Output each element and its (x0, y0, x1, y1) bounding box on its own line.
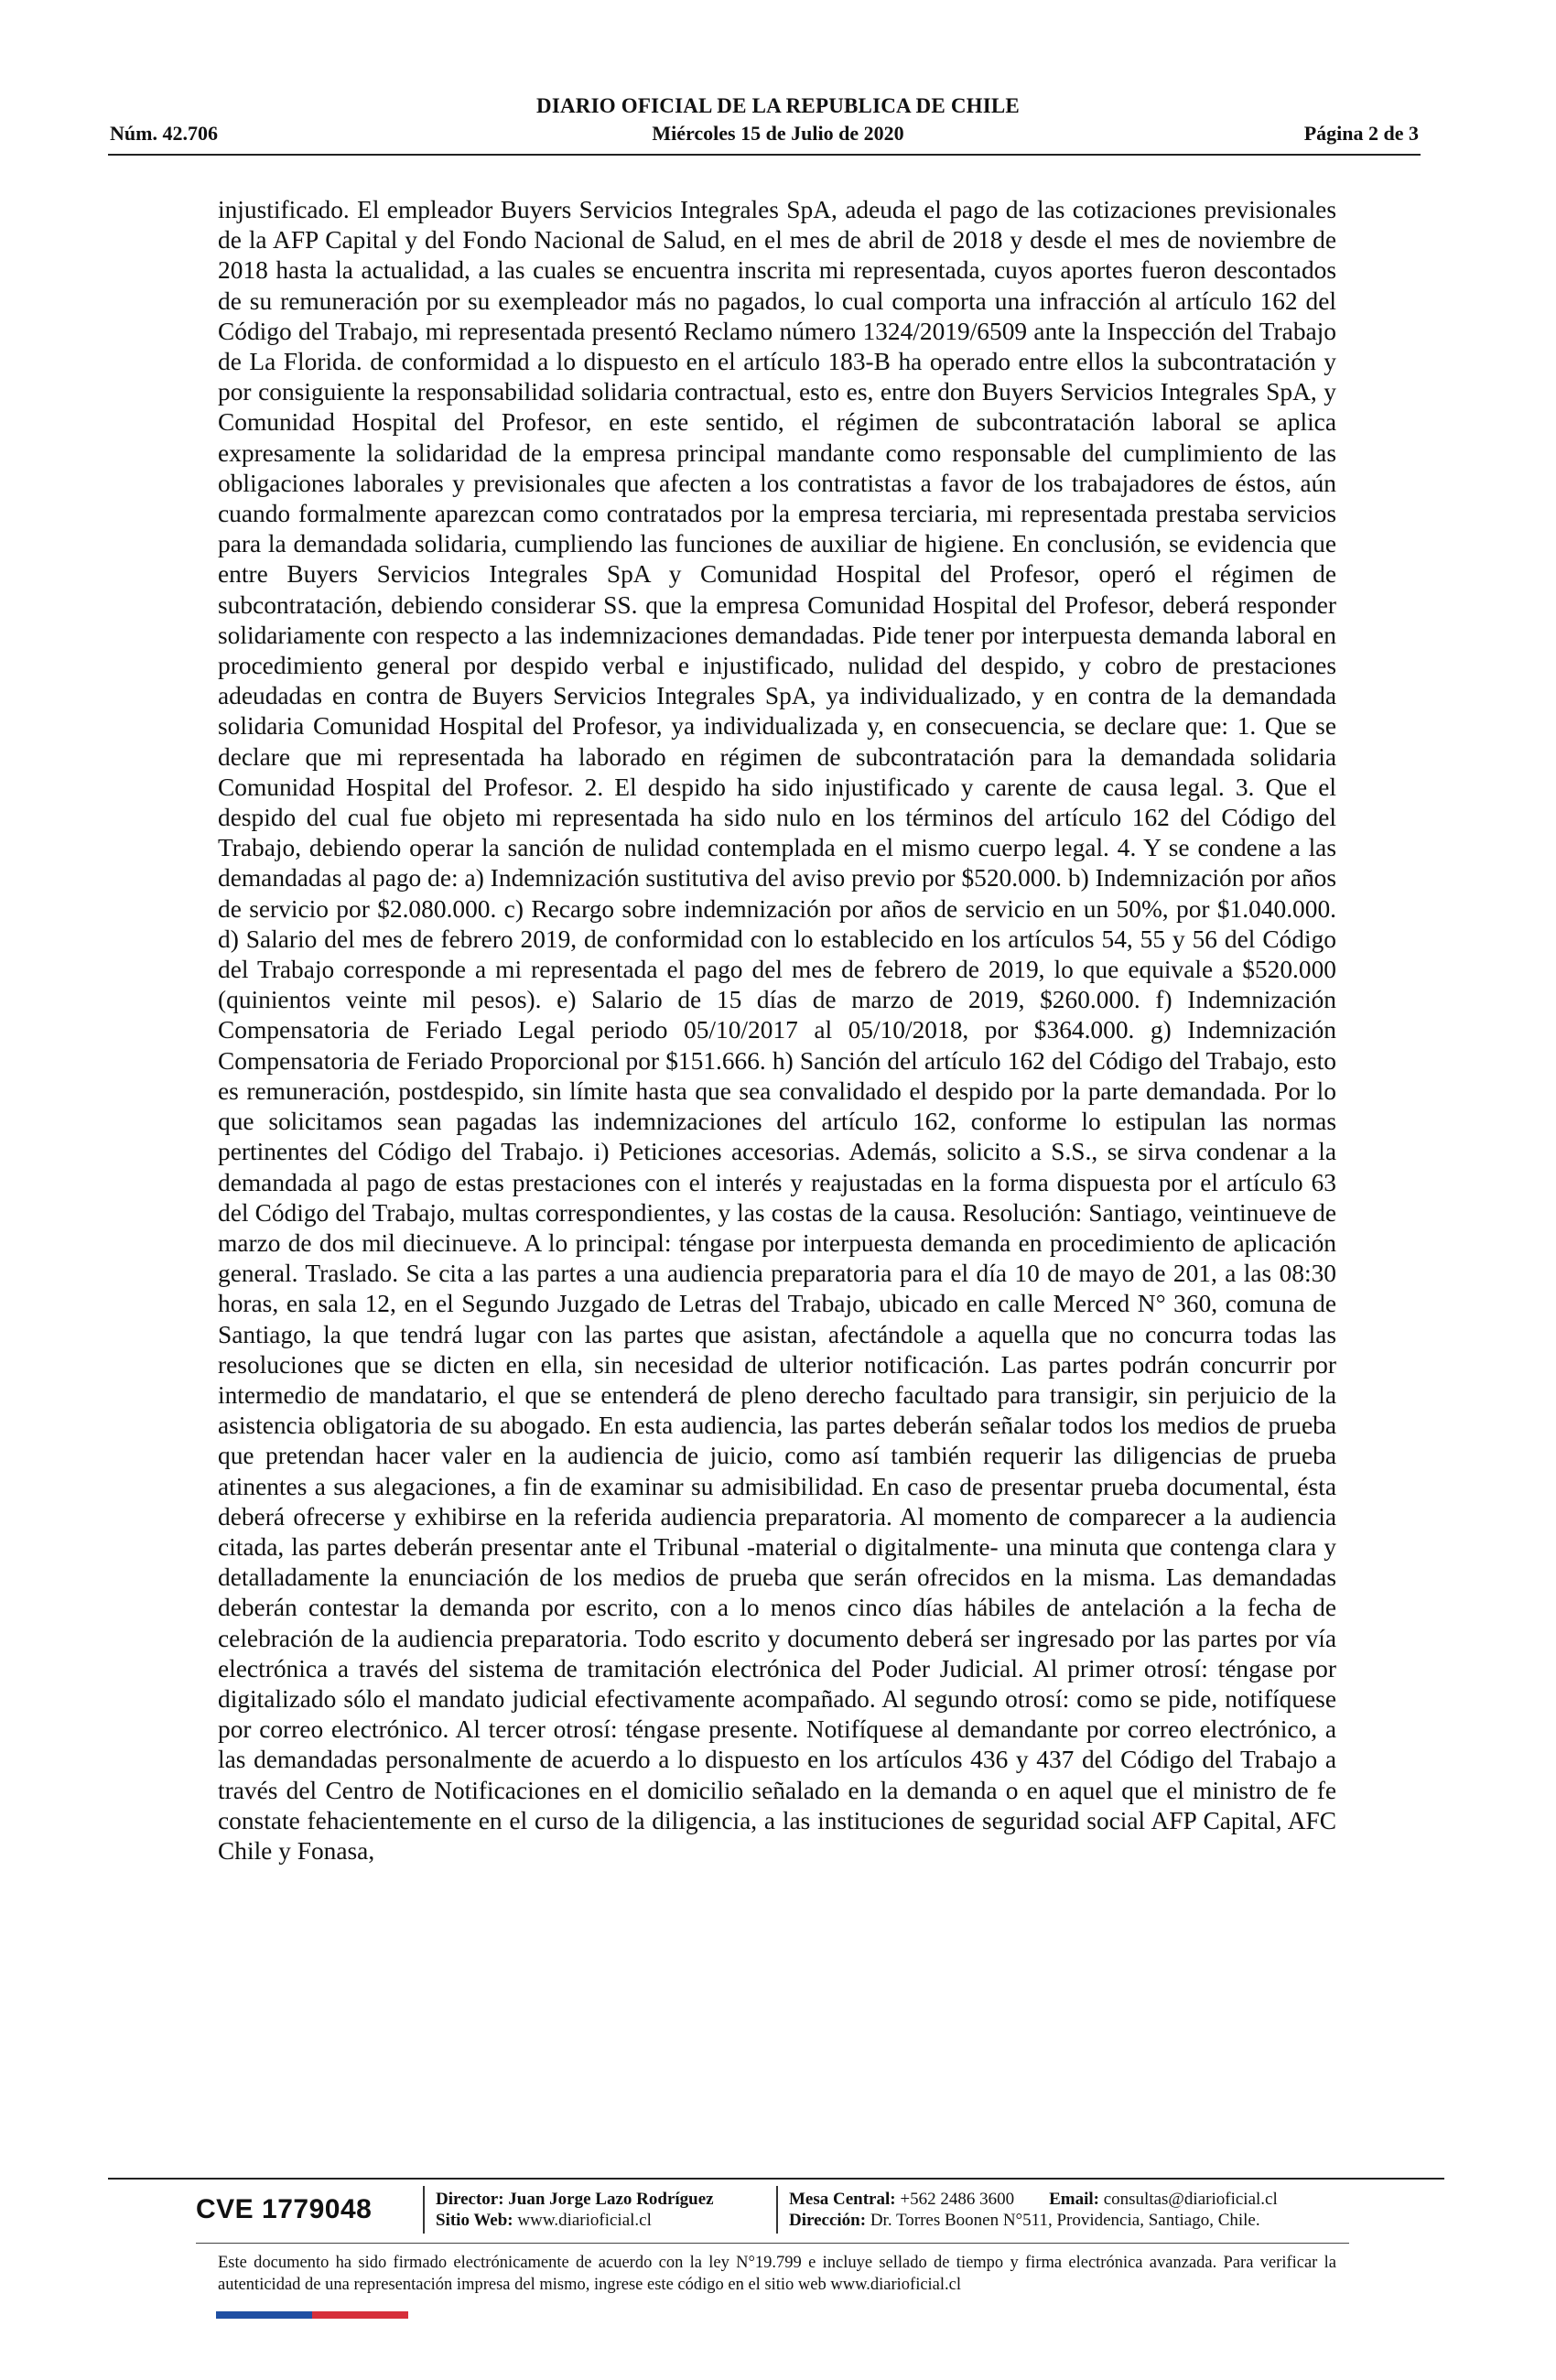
body-paragraph: injustificado. El empleador Buyers Servicios Integrales SpA, adeuda el pago de las cotizaciones previsionales de la AFP Capital y del Fondo Nacional de Salud, en el mes de abril de 2018 y desde el mes de noviembre de 2018 hasta la actualidad, a las cuales se encuentra inscrita mi representada, cuyos aportes fueron descontados de su remuneración por su exempleador más no pagados, lo cual comporta una infracción al artículo 162 del Código del Trabajo, mi representada presentó Reclamo número 1324/2019/6509 ante la Inspección del Trabajo de La Florida. de conformidad a lo dispuesto en el artículo 183-B ha operado entre ellos la subcontratación y por consiguiente la responsabilidad solidaria contractual, esto es, entre don Buyers Servicios Integrales SpA, y Comunidad Hospital del Profesor, en este sentido, el régimen de subcontratación laboral se aplica expresamente la solidaridad de la empresa principal mandante como responsable del cumplimiento de las obligaciones laborales y previsionales que afecten a los contratistas a favor de los trabajadores de éstos, aún cuando formalmente aparezcan como contratados por la empresa terciaria, mi representada prestaba servicios para la demandada solidaria, cumpliendo las funciones de auxiliar de higiene. En conclusión, se evidencia que entre Buyers Servicios Integrales SpA y Comunidad Hospital del Profesor, operó el régimen de subcontratación, debiendo considerar SS. que la empresa Comunidad Hospital del Profesor, deberá responder solidariamente con respecto a las indemnizaciones demandadas. Pide tener por interpuesta demanda laboral en procedimiento general por despido verbal e injustificado, nulidad del despido, y cobro de prestaciones adeudadas en contra de Buyers Servicios Integrales SpA, ya individualizado, y en contra de la demandada solidaria Comunidad Hospital del Profesor, ya individualizada y, en consecuencia, se declare que: 1. Que se declare que mi representada ha laborado en régimen de subcontratación para la demandada solidaria Comunidad Hospital del Profesor. 2. El despido ha sido injustificado y carente de causa legal. 3. Que el despido del cual fue objeto mi representada ha sido nulo en los términos del artículo 162 del Código del Trabajo, debiendo operar la sanción de nulidad contemplada en el mismo cuerpo legal. 4. Y se condene a las demandadas al pago de: a) Indemnización sustitutiva del aviso previo por $520.000. b) Indemnización por años de servicio por $2.080.000. c) Recargo sobre indemnización por años de servicio en un 50%, por $1.040.000. d) Salario del mes de febrero 2019, de conformidad con lo establecido en los artículos 54, 55 y 56 del Código del Trabajo corresponde a mi representada el pago del mes de febrero de 2019, lo que equivale a $520.000 (quinientos veinte mil pesos). e) Salario de 15 días de marzo de 2019, $260.000. f) Indemnización Compensatoria de Feriado Legal periodo 05/10/2017 al 05/10/2018, por $364.000. g) Indemnización Compensatoria de Feriado Proporcional por $151.666. h) Sanción del artículo 162 del Código del Trabajo, esto es remuneración, postdespido, sin límite hasta que sea convalidado el despido por la parte demandada. Por lo que solicitamos sean pagadas las indemnizaciones del artículo 162, conforme lo estipulan las normas pertinentes del Código del Trabajo. i) Peticiones accesorias. Además, solicito a S.S., se sirva condenar a la demandada al pago de estas prestaciones con el interés y reajustadas en la forma dispuesta por el artículo 63 del Código del Trabajo, multas correspondientes, y las costas de la causa. Resolución: Santiago, veintinueve de marzo de dos mil diecinueve. A lo principal: téngase por interpuesta demanda en procedimiento de aplicación general. Traslado. Se cita a las partes a una audiencia preparatoria para el día 10 de mayo de 201, a las 08:30 horas, en sala 12, en el Segundo Juzgado de Letras del Trabajo, ubicado en calle Merced N° 360, comuna de Santiago, la que tendrá lugar con las partes que asistan, afectándole a aquella que no concurra todas las resoluciones que se dicten en ella, sin necesidad de ulterior notificación. Las partes podrán concurrir por intermedio de mandatario, el que se entenderá de pleno derecho facultado para transigir, sin perjuicio de la asistencia obligatoria de su abogado. En esta audiencia, las partes deberán señalar todos los medios de prueba que pretendan hacer valer en la audiencia de juicio, como así también requerir las diligencias de prueba atinentes a sus alegaciones, a fin de examinar su admisibilidad. En caso de presentar prueba documental, ésta deberá ofrecerse y exhibirse en la referida audiencia preparatoria. Al momento de comparecer a la audiencia citada, las partes deberán presentar ante el Tribunal -material o digitalmente- una minuta que contenga clara y detalladamente la enunciación de los medios de prueba que serán ofrecidos en la misma. Las demandadas deberán contestar la demanda por escrito, con a lo menos cinco días hábiles de antelación a la fecha de celebración de la audiencia preparatoria. Todo escrito y documento deberá ser ingresado por las partes por vía electrónica a través del sistema de tramitación electrónica del Poder Judicial. Al primer otrosí: téngase por digitalizado sólo el mandato judicial efectivamente acompañado. Al segundo otrosí: como se pide, notifíquese por correo electrónico. Al tercer otrosí: téngase presente. Notifíquese al demandante por correo electrónico, a las demandadas personalmente de acuerdo a lo dispuesto en los artículos 436 y 437 del Código del Trabajo a través del Centro de Notificaciones en el domicilio señalado en la demanda o en aquel que el ministro de fe constate fehacientemente en el curso de la diligencia, a las instituciones de seguridad social AFP Capital, AFC Chile y Fonasa, (218, 196, 1336, 1865)
flag-stripe-blue (216, 2311, 312, 2319)
page-indicator: Página 2 de 3 (1303, 122, 1419, 145)
header-divider (108, 154, 1421, 156)
flag-stripe (216, 2311, 408, 2319)
footer-director-block (436, 2189, 765, 2231)
footer-separator (423, 2186, 425, 2234)
address-label: Dirección: (789, 2211, 867, 2230)
publication-title: DIARIO OFICIAL DE LA REPUBLICA DE CHILE (536, 94, 1020, 117)
footer-contact-block (789, 2189, 1347, 2231)
website-label: Sitio Web: (436, 2211, 513, 2230)
issue-date: Miércoles 15 de Julio de 2020 (652, 122, 904, 145)
cve-code: CVE 1779048 (196, 2194, 373, 2224)
address-text: Dr. Torres Boonen N°511, Providencia, Santiago, Chile. (870, 2211, 1260, 2230)
director-name: Juan Jorge Lazo Rodríguez (508, 2190, 714, 2209)
phone-number: +562 2486 3600 (900, 2190, 1015, 2209)
footer-separator (776, 2186, 778, 2234)
email-link[interactable]: consultas@diarioficial.cl (1103, 2190, 1278, 2209)
website-link[interactable]: www.diarioficial.cl (517, 2211, 652, 2230)
footer-divider (108, 2178, 1444, 2180)
signature-notice: Este documento ha sido firmado electrónicamente de acuerdo con la ley N°19.799 e incluye sellado de tiempo y firma electrónica avanzada. Para verificar la autenticidad de una representación impresa del mismo, ingrese este código en el sitio web www.diarioficial.cl (218, 2254, 1336, 2294)
footer-info (196, 2183, 1349, 2236)
phone-label: Mesa Central: (789, 2190, 896, 2209)
email-label: Email: (1049, 2190, 1099, 2209)
footer-note-divider (196, 2243, 1349, 2244)
director-label: Director: (436, 2190, 504, 2209)
issue-number: Núm. 42.706 (110, 122, 218, 145)
flag-stripe-red (312, 2311, 408, 2319)
